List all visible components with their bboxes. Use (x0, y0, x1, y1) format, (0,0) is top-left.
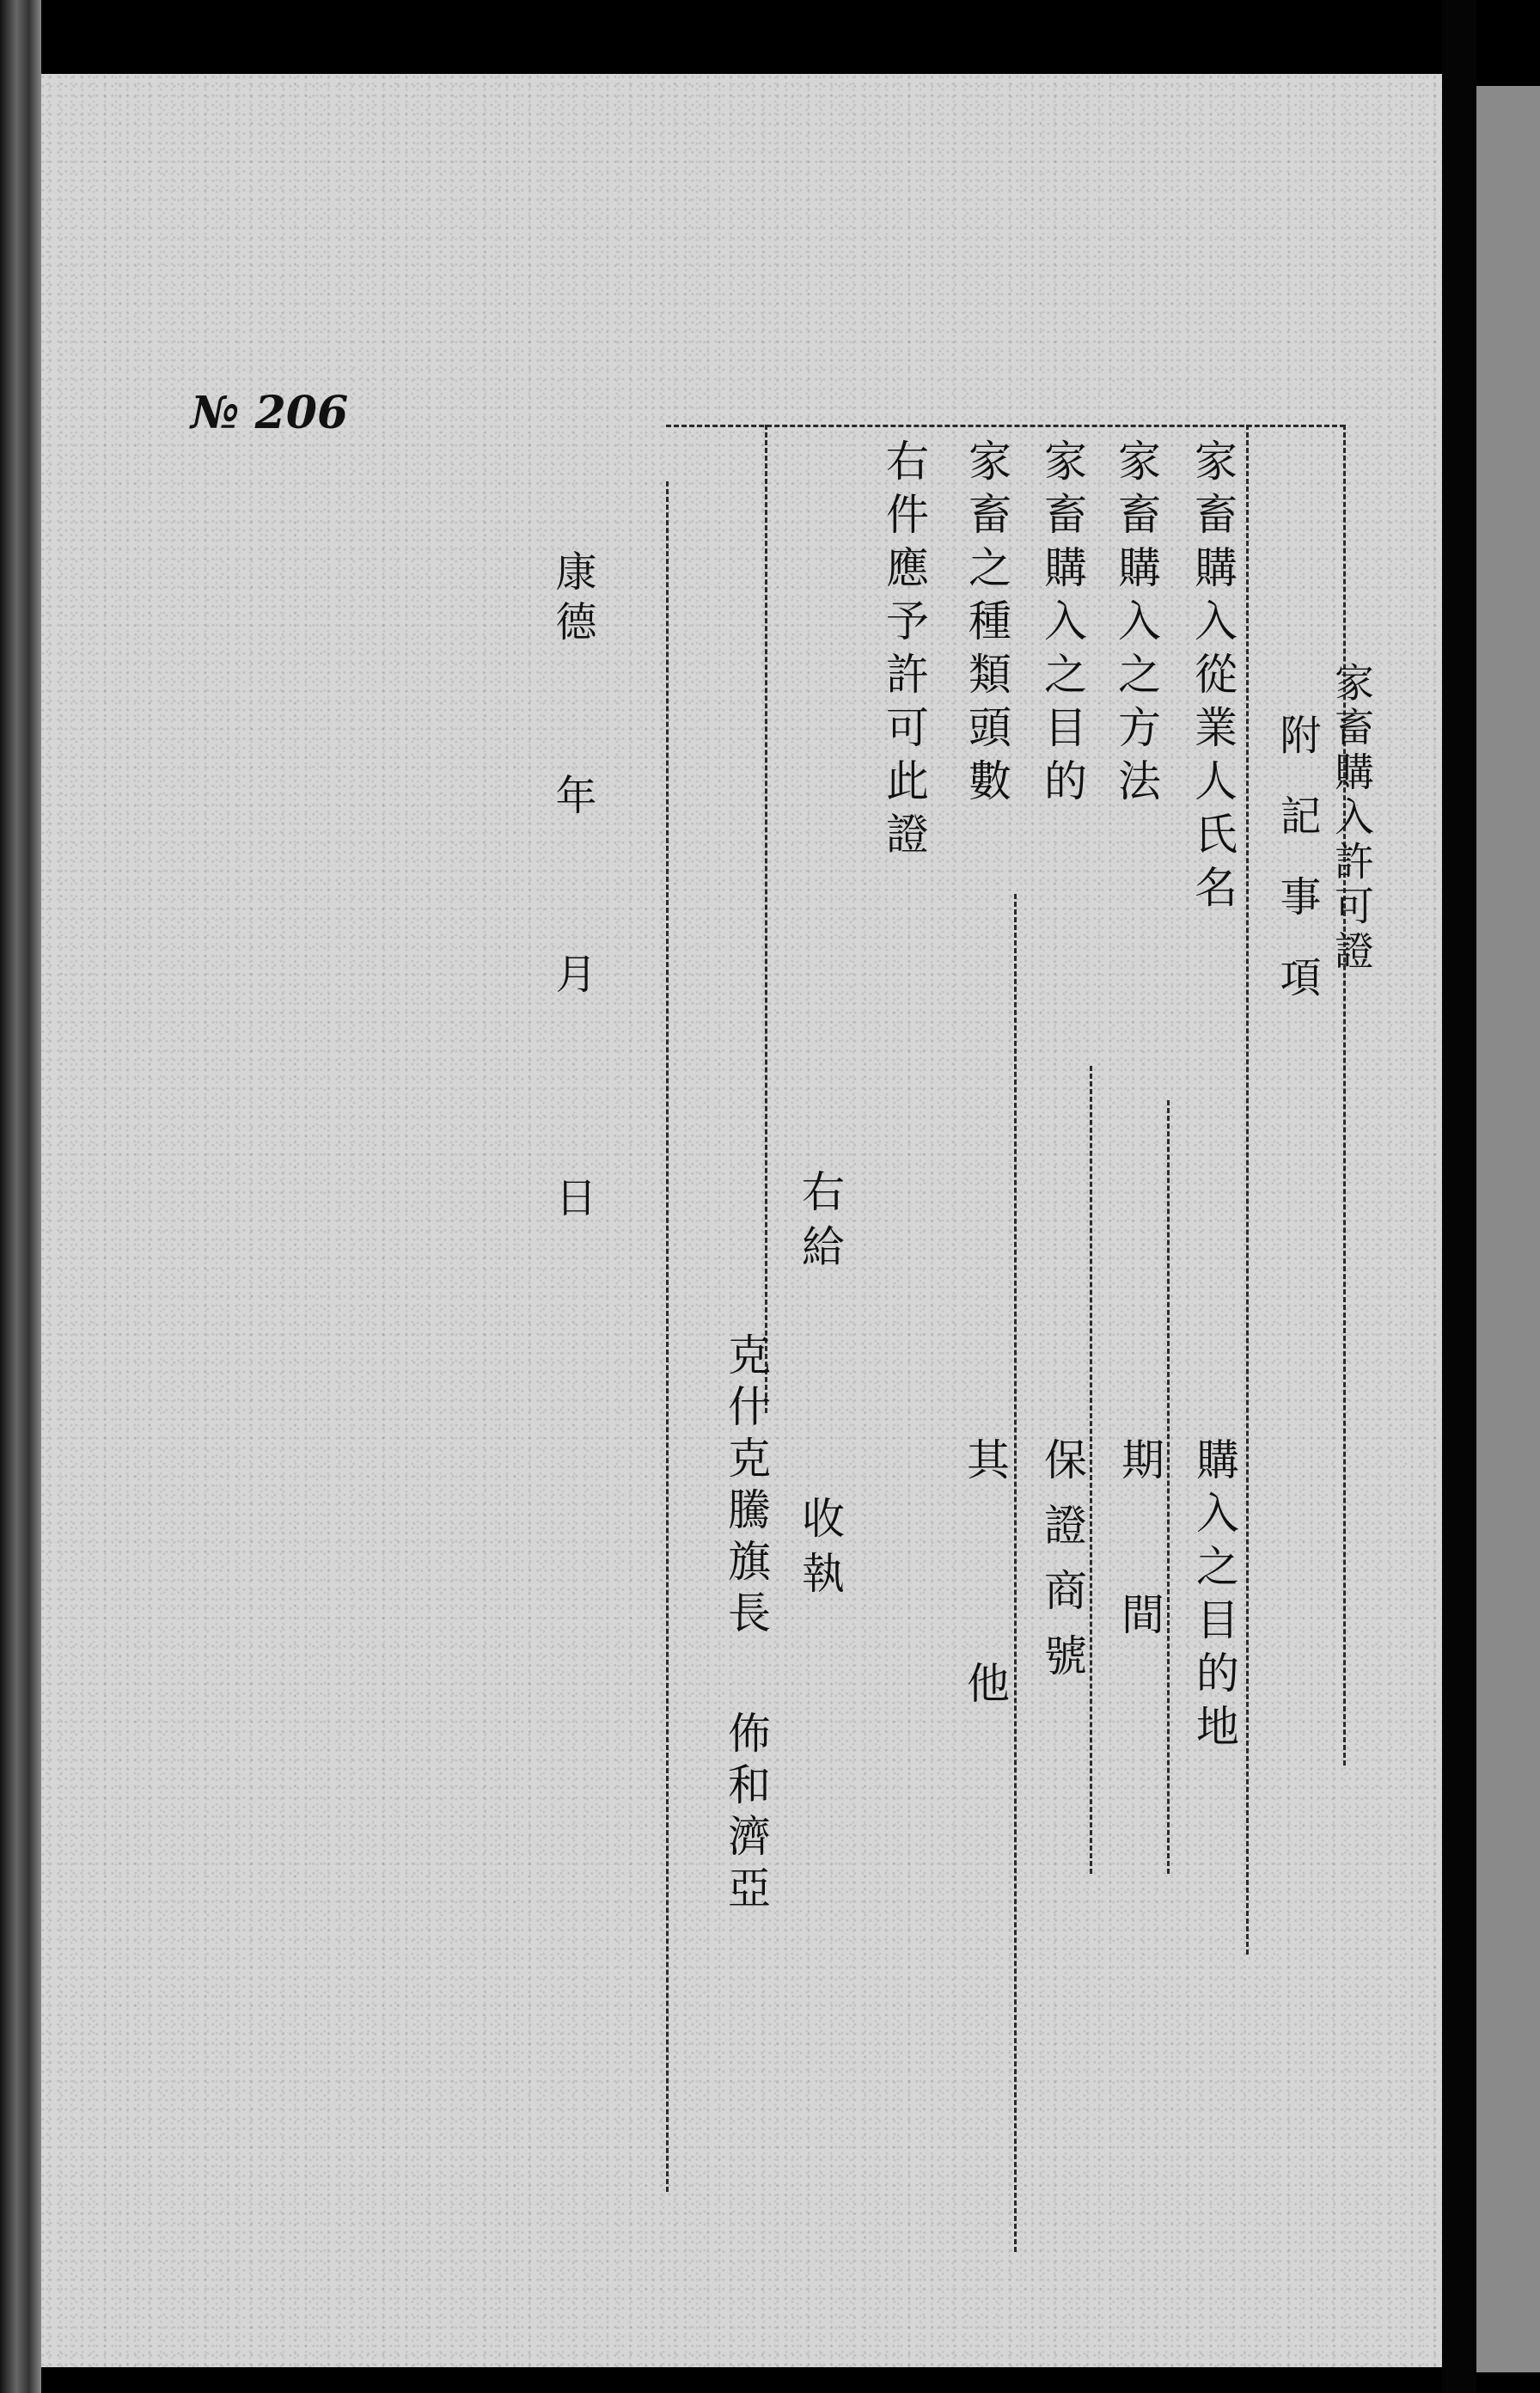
date-year: 年 (548, 774, 596, 815)
date-month: 月 (548, 952, 596, 994)
date-day: 日 (548, 1176, 596, 1217)
item-purchase-purpose: 家畜購入之目的 (1037, 438, 1087, 811)
section-heading: 附記事項 (1273, 713, 1321, 1037)
column-divider-6 (666, 481, 669, 2192)
issuer-office: 克什克騰旗長 (721, 1332, 771, 1642)
sub-item-guarantor: 保證商號 (1037, 1437, 1087, 1698)
issued-to-label: 右給 (795, 1169, 845, 1279)
adjacent-page-edge (1476, 86, 1540, 2372)
approval-statement: 右件應予許可此證 (879, 438, 929, 865)
column-divider-1 (1246, 425, 1249, 1955)
page-gutter (1442, 0, 1476, 2393)
certificate-title: 家畜購入許可證 (1329, 662, 1375, 975)
date-era: 康德 (548, 550, 596, 650)
item-purchase-method: 家畜購入之方法 (1111, 438, 1161, 811)
item-livestock-type-count: 家畜之種類頭數 (962, 438, 1011, 811)
serial-number: № 206 (191, 387, 349, 439)
sub-item-other: 其他 (960, 1437, 1010, 1884)
form-top-border (666, 425, 1345, 427)
column-divider-5 (765, 425, 767, 1413)
receipt-label: 收執 (795, 1496, 845, 1606)
item-purchaser-name: 家畜購入從業人氏名 (1188, 438, 1238, 918)
sub-item-period: 期間 (1115, 1437, 1164, 1747)
form-right-border (1343, 425, 1346, 1766)
issuer-name: 佈和濟亞 (721, 1711, 771, 1917)
book-spine-edge (0, 0, 41, 2393)
sub-item-destination: 購入之目的地 (1189, 1437, 1239, 1757)
